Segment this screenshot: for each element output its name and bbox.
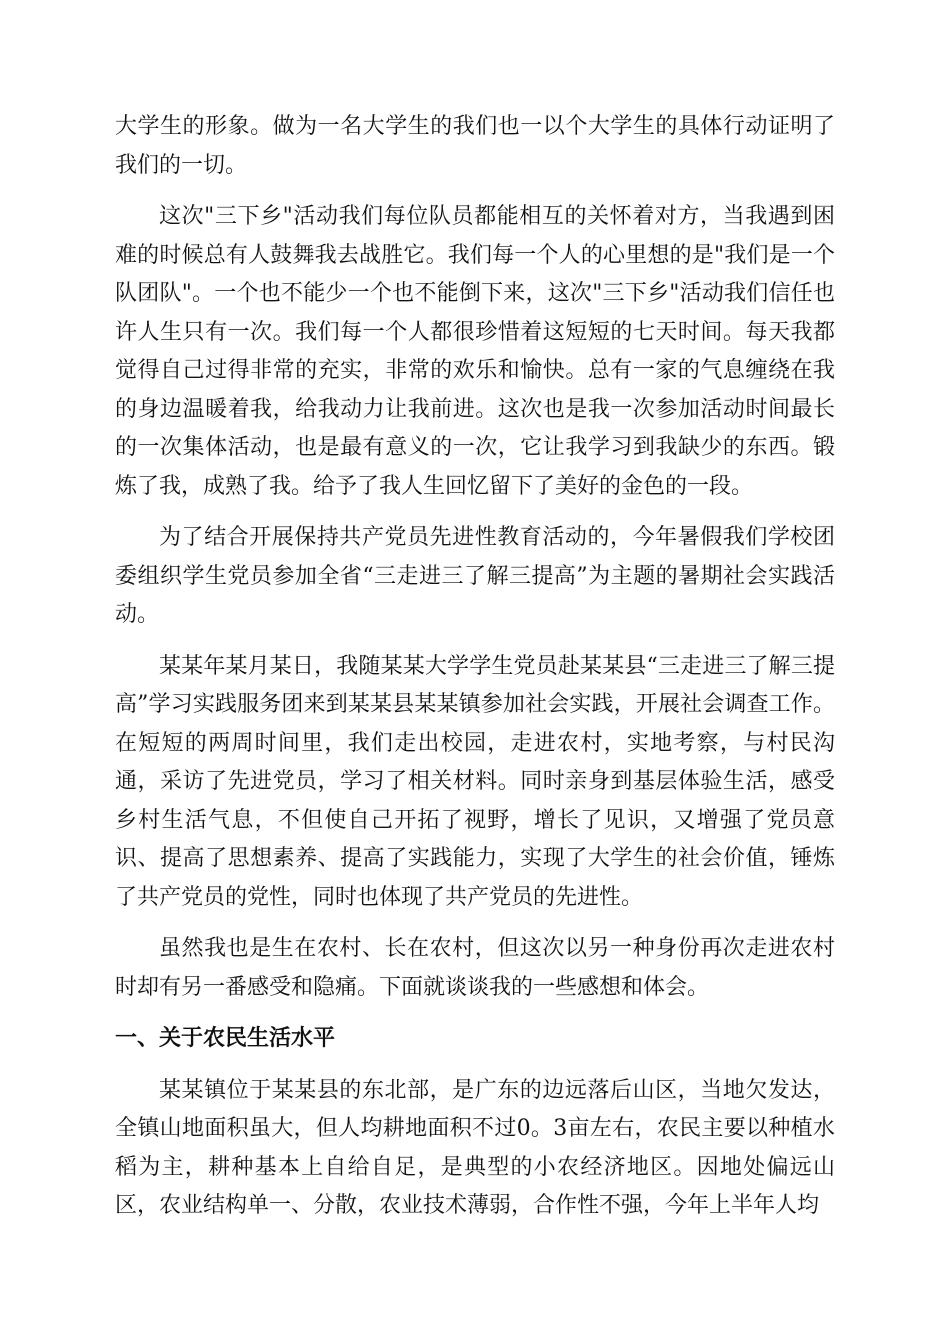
paragraph-continued: 大学生的形象。做为一名大学生的我们也一以个大学生的具体行动证明了我们的一切。 [115, 114, 835, 178]
section-heading-farmer-living: 一、关于农民生活水平 [115, 1026, 336, 1051]
paragraph-sanxiaxiang: 这次"三下乡"活动我们每位队员都能相互的关怀着对方，当我遇到困难的时候总有人鼓舞我去战胜它。我们每一个人的心里想的是"我们是一个队团队"。一个也不能少一个也不能倒下来，这次"三下乡"活动我们信任也许人生只有一次。我们每一个人都很珍惜着这短短的七天时间。每天我都觉得自己过得非常的充实，非常的欢乐和愉快。总有一家的气息缠绕在我的身边温暖着我，给我动力让我前进。这次也是我一次参加活动时间最长的一次集体活动，也是最有意义的一次，它让我学习到我缺少的东西。锻炼了我，成熟了我。给予了我人生回忆留下了美好的金色的一段。 [115, 204, 835, 499]
paragraph-service-team: 某某年某月某日，我随某某大学学生党员赴某某县“三走进三了解三提高”学习实践服务团来到某某县某某镇参加社会实践，开展社会调查工作。在短短的两周时间里，我们走出校园，走进农村，实地考察，与村民沟通，采访了先进党员，学习了相关材料。同时亲身到基层体验生活，感受乡村生活气息，不但使自己开拓了视野，增长了见识，又增强了党员意识、提高了思想素养、提高了实践能力，实现了大学生的社会价值，锤炼了共产党员的党性，同时也体现了共产党员的先进性。 [115, 653, 835, 910]
document-page [115, 108, 835, 1226]
paragraph-summer-practice: 为了结合开展保持共产党员先进性教育活动的，今年暑假我们学校团委组织学生党员参加全省“三走进三了解三提高”为主题的暑期社会实践活动。 [115, 525, 835, 627]
paragraph-feelings: 虽然我也是生在农村、长在农村，但这次以另一种身份再次走进农村时却有另一番感受和隐痛。下面就谈谈我的一些感想和体会。 [115, 936, 835, 1000]
paragraph-town-overview: 某某镇位于某某县的东北部，是广东的边远落后山区，当地欠发达，全镇山地面积虽大，但人均耕地面积不过0。3亩左右，农民主要以种植水稻为主，耕种基本上自给自足，是典型的小农经济地区。因地处偏远山区，农业结构单一、分散，农业技术薄弱，合作性不强，今年上半年人均 [115, 1077, 835, 1218]
